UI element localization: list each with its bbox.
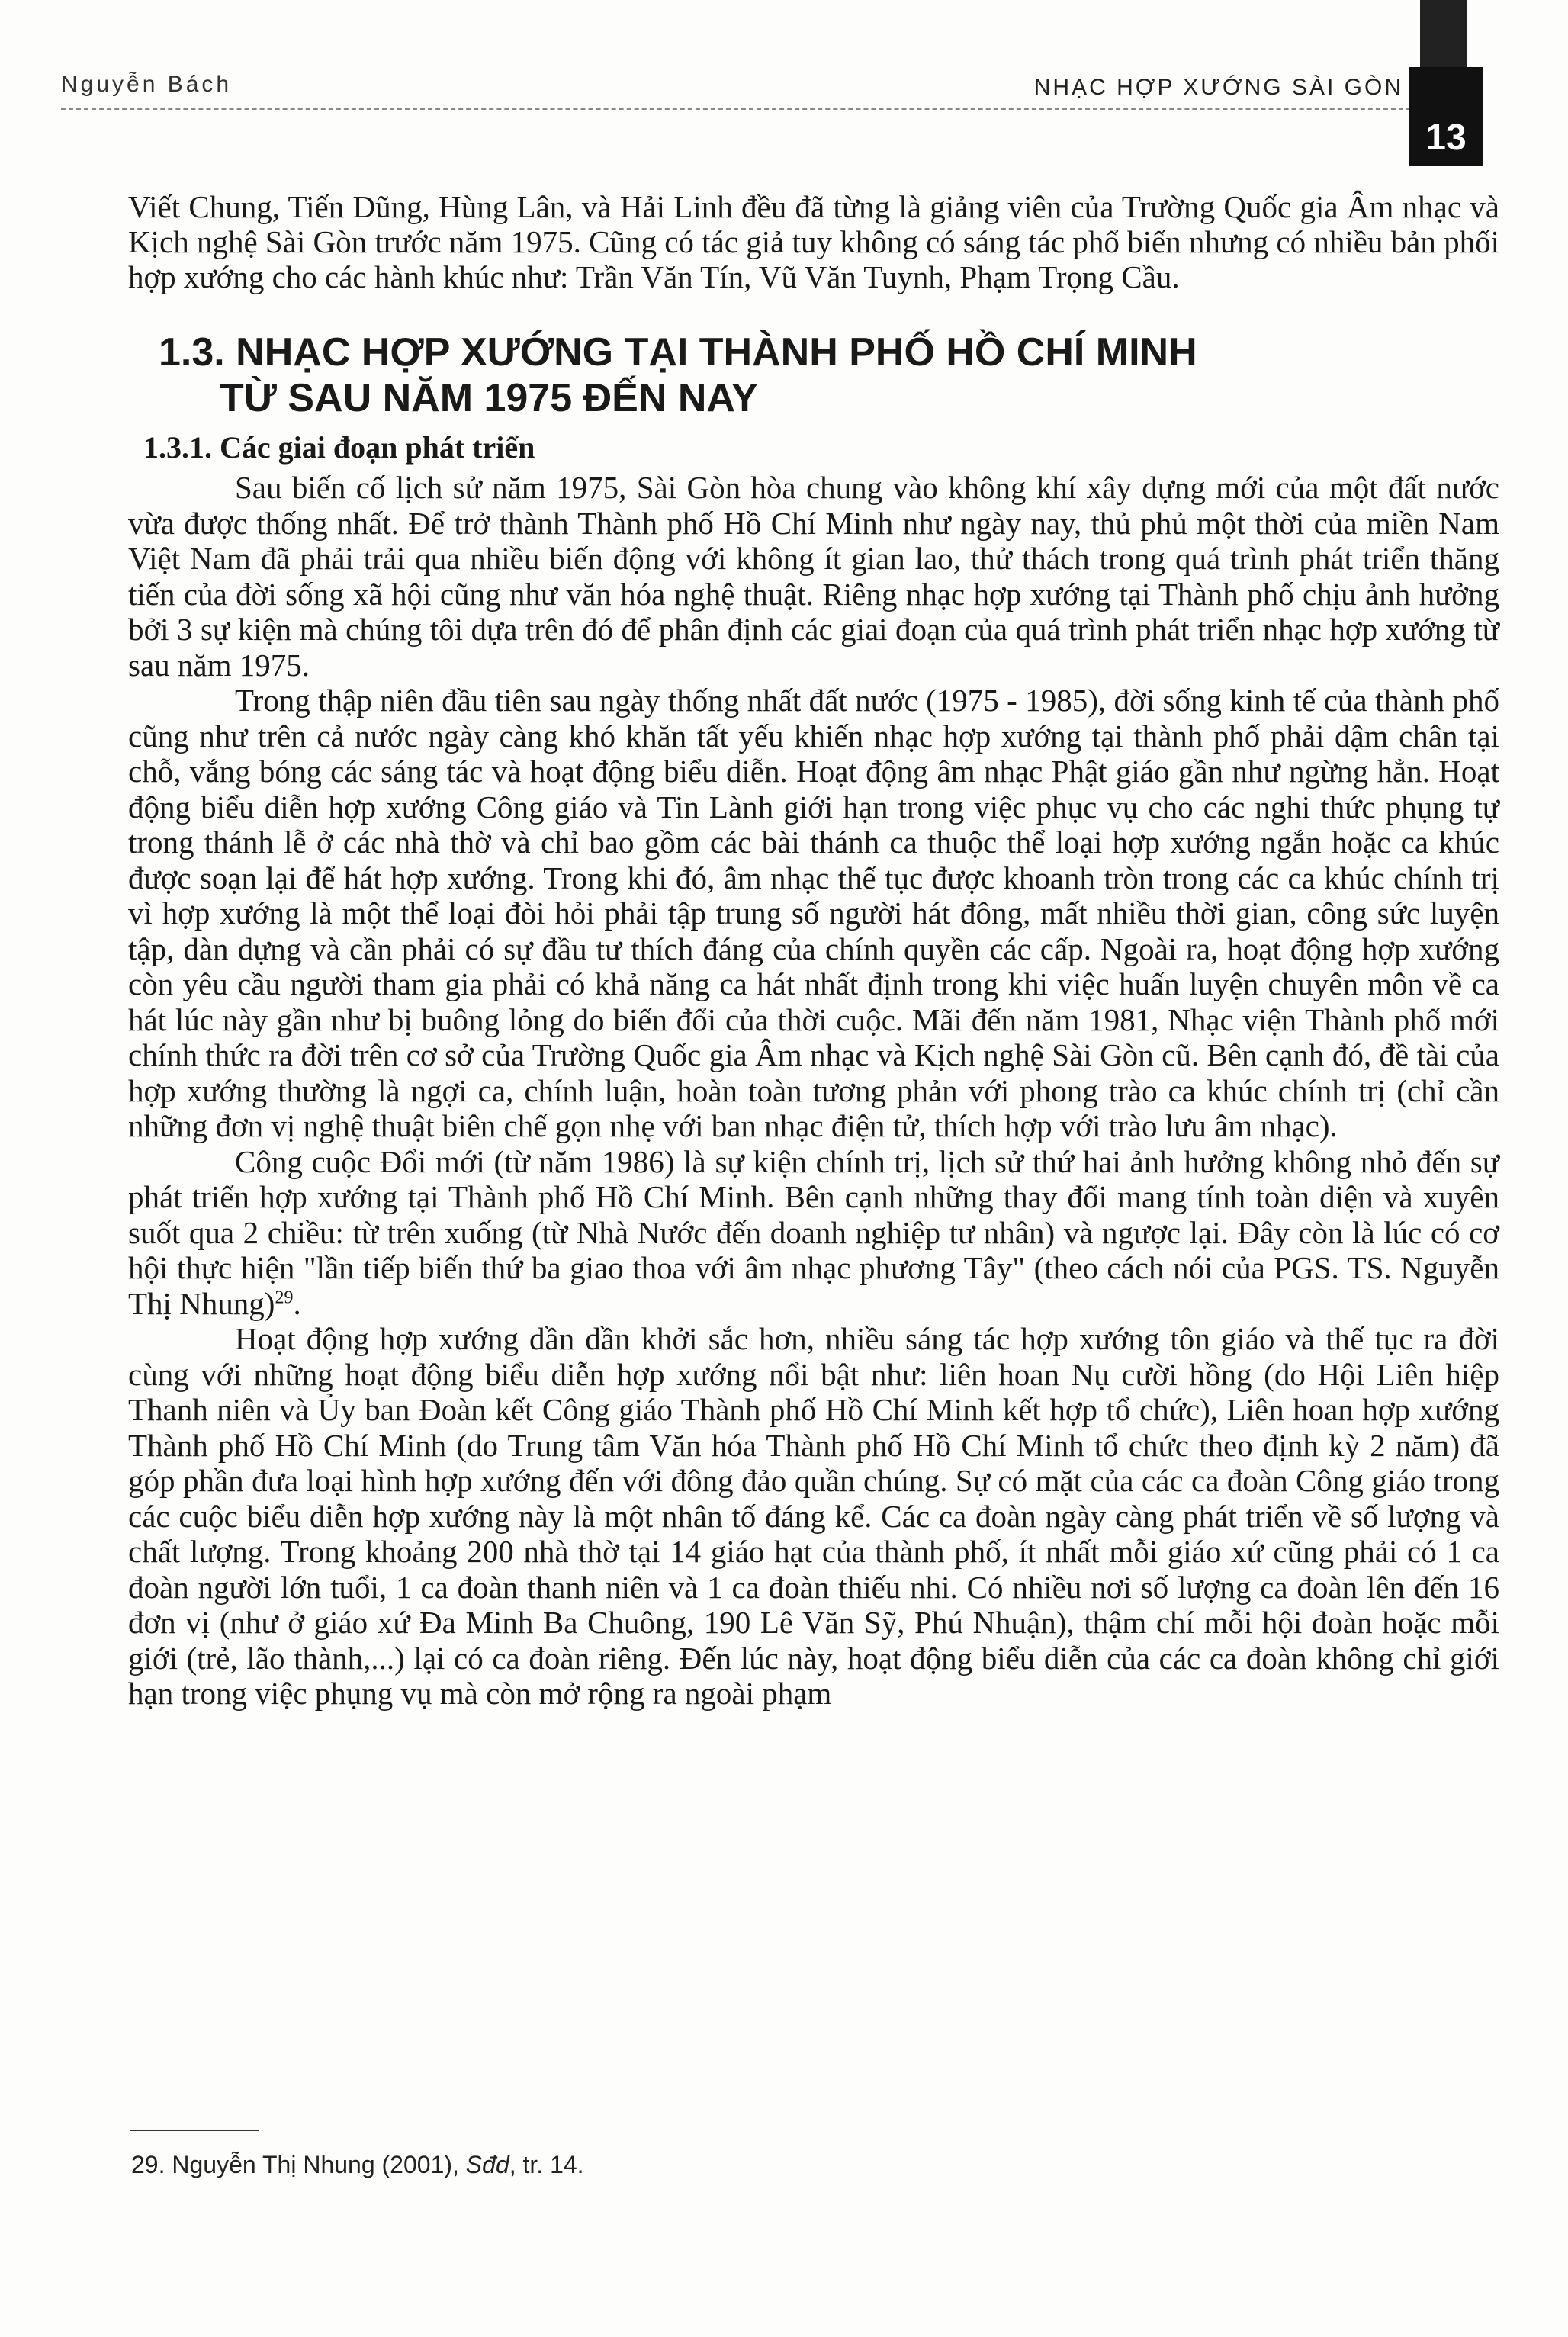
section-heading-line1: 1.3. NHẠC HỢP XƯỚNG TẠI THÀNH PHỐ HỒ CHÍ MINH [159, 330, 1197, 374]
body-paragraph-4: Hoạt động hợp xướng dần dần khởi sắc hơn, nhiều sáng tác hợp xướng tôn giáo và thế tục ra đời cùng với những hoạt động biểu diễn hợp xướng nổi bật như: liên hoan Nụ cười hồng (do Hội Liên hiệp Thanh niên và Ủy ban Đoàn kết Công giáo Thành phố Hồ Chí Minh kết hợp tổ chức), Liên hoan hợp xướng Thành phố Hồ Chí Minh (do Trung tâm Văn hóa Thành phố Hồ Chí Minh tổ chức theo định kỳ 2 năm) đã góp phần đưa loại hình hợp xướng đến với đông đảo quần chúng. Sự có mặt của các ca đoàn Công giáo trong các cuộc biểu diễn hợp xướng này là một nhân tố đáng kể. Các ca đoàn ngày càng phát triển về số lượng và chất lượng. Trong khoảng 200 nhà thờ tại 14 giáo hạt của thành phố, ít nhất mỗi giáo xứ cũng phải có 1 ca đoàn người lớn tuổi, 1 ca đoàn thanh niên và 1 ca đoàn thiếu nhi. Có nhiều nơi số lượng ca đoàn lên đến 16 đơn vị (như ở giáo xứ Đa Minh Ba Chuông, 190 Lê Văn Sỹ, Phú Nhuận), thậm chí mỗi hội đoàn hoặc mỗi giới (trẻ, lão thành,...) lại có ca đoàn riêng. Đến lúc này, hoạt động biểu diễn của các ca đoàn không chỉ giới hạn trong việc phụng vụ mà còn mở rộng ra ngoài phạm [128, 1321, 1499, 1711]
footnote [131, 2149, 584, 2180]
footnote-reference: 29 [275, 1287, 294, 1307]
section-heading-line2: TỪ SAU NĂM 1975 ĐẾN NAY [220, 376, 758, 420]
page-number-tab [1409, 67, 1483, 166]
header-book-title: NHẠC HỢP XƯỚNG SÀI GÒN [1033, 75, 1403, 100]
page-content [128, 189, 1499, 1712]
page-header [61, 67, 1495, 158]
subsection-heading: 1.3.1. Các giai đoạn phát triển [143, 430, 535, 465]
page-number: 13 [1425, 117, 1467, 158]
footnote-text-prefix: 29. Nguyễn Thị Nhung (2001), [131, 2151, 466, 2178]
body-paragraph-3-end: . [293, 1285, 301, 1321]
body-paragraph-3 [128, 1144, 1499, 1322]
intro-paragraph: Viết Chung, Tiến Dũng, Hùng Lân, và Hải Linh đều đã từng là giảng viên của Trường Quốc gia Âm nhạc và Kịch nghệ Sài Gòn trước năm 1975. Cũng có tác giả tuy không có sáng tác phổ biến nhưng có nhiều bản phối hợp xướng cho các hành khúc như: Trần Văn Tín, Vũ Văn Tuynh, Phạm Trọng Cầu. [128, 189, 1500, 294]
body-paragraph-1: Sau biến cố lịch sử năm 1975, Sài Gòn hòa chung vào không khí xây dựng mới của một đất nước vừa được thống nhất. Để trở thành Thành phố Hồ Chí Minh như ngày nay, thủ phủ một thời của miền Nam Việt Nam đã phải trải qua nhiều biến động với không ít gian lao, thử thách trong quá trình phát triển thăng tiến của đời sống xã hội cũng như văn hóa nghệ thuật. Riêng nhạc hợp xướng tại Thành phố chịu ảnh hưởng bởi 3 sự kiện mà chúng tôi dựa trên đó để phân định các giai đoạn của quá trình phát triển nhạc hợp xướng từ sau năm 1975. [128, 470, 1499, 683]
body-paragraph-2: Trong thập niên đầu tiên sau ngày thống nhất đất nước (1975 - 1985), đời sống kinh tế của thành phố cũng như trên cả nước ngày càng khó khăn tất yếu khiến nhạc hợp xướng tại thành phố phải dậm chân tại chỗ, vắng bóng các sáng tác và hoạt động biểu diễn. Hoạt động âm nhạc Phật giáo gần như ngừng hẳn. Hoạt động biểu diễn hợp xướng Công giáo và Tin Lành giới hạn trong việc phục vụ cho các nghi thức phụng tự trong thánh lễ ở các nhà thờ và chỉ bao gồm các bài thánh ca thuộc thể loại hợp xướng ngắn hoặc ca khúc được soạn lại để hát hợp xướng. Trong khi đó, âm nhạc thế tục được khoanh tròn trong các ca khúc chính trị vì hợp xướng là một thể loại đòi hỏi phải tập trung số người hát đông, mất nhiều thời gian, công sức luyện tập, dàn dựng và cần phải có sự đầu tư thích đáng của chính quyền các cấp. Ngoài ra, hoạt động hợp xướng còn yêu cầu người tham gia phải có khả năng ca hát nhất định trong khi việc huấn luyện chuyên môn về ca hát lúc này gần như bị buông lỏng do biến đổi của thời cuộc. Mãi đến năm 1981, Nhạc viện Thành phố mới chính thức ra đời trên cơ sở của Trường Quốc gia Âm nhạc và Kịch nghệ Sài Gòn cũ. Bên cạnh đó, đề tài của hợp xướng thường là ngợi ca, chính luận, hoàn toàn tương phản với phong trào ca khúc chính trị (chỉ cần những đơn vị nghệ thuật biên chế gọn nhẹ với ban nhạc điện tử, thích hợp với trào lưu âm nhạc). [128, 683, 1499, 1143]
header-author: Nguyễn Bách [61, 72, 233, 97]
header-divider [61, 108, 1419, 110]
page-tab-decoration [1420, 0, 1467, 67]
section-heading [159, 329, 1499, 421]
footnote-divider [130, 2130, 259, 2131]
footnote-text-suffix: , tr. 14. [509, 2151, 584, 2178]
body-paragraph-3-text: Công cuộc Đổi mới (từ năm 1986) là sự kiện chính trị, lịch sử thứ hai ảnh hưởng không nhỏ đến sự phát triển hợp xướng tại Thành phố Hồ Chí Minh. Bên cạnh những thay đổi mang tính toàn diện và xuyên suốt qua 2 chiều: từ trên xuống (từ Nhà Nước đến doanh nghiệp tư nhân) và ngược lại. Đây còn là lúc có cơ hội thực hiện "lần tiếp biến thứ ba giao thoa với âm nhạc phương Tây" (theo cách nói của PGS. TS. Nguyễn Thị Nhung) [128, 1143, 1499, 1321]
footnote-italic-source: Sđd [465, 2151, 509, 2178]
